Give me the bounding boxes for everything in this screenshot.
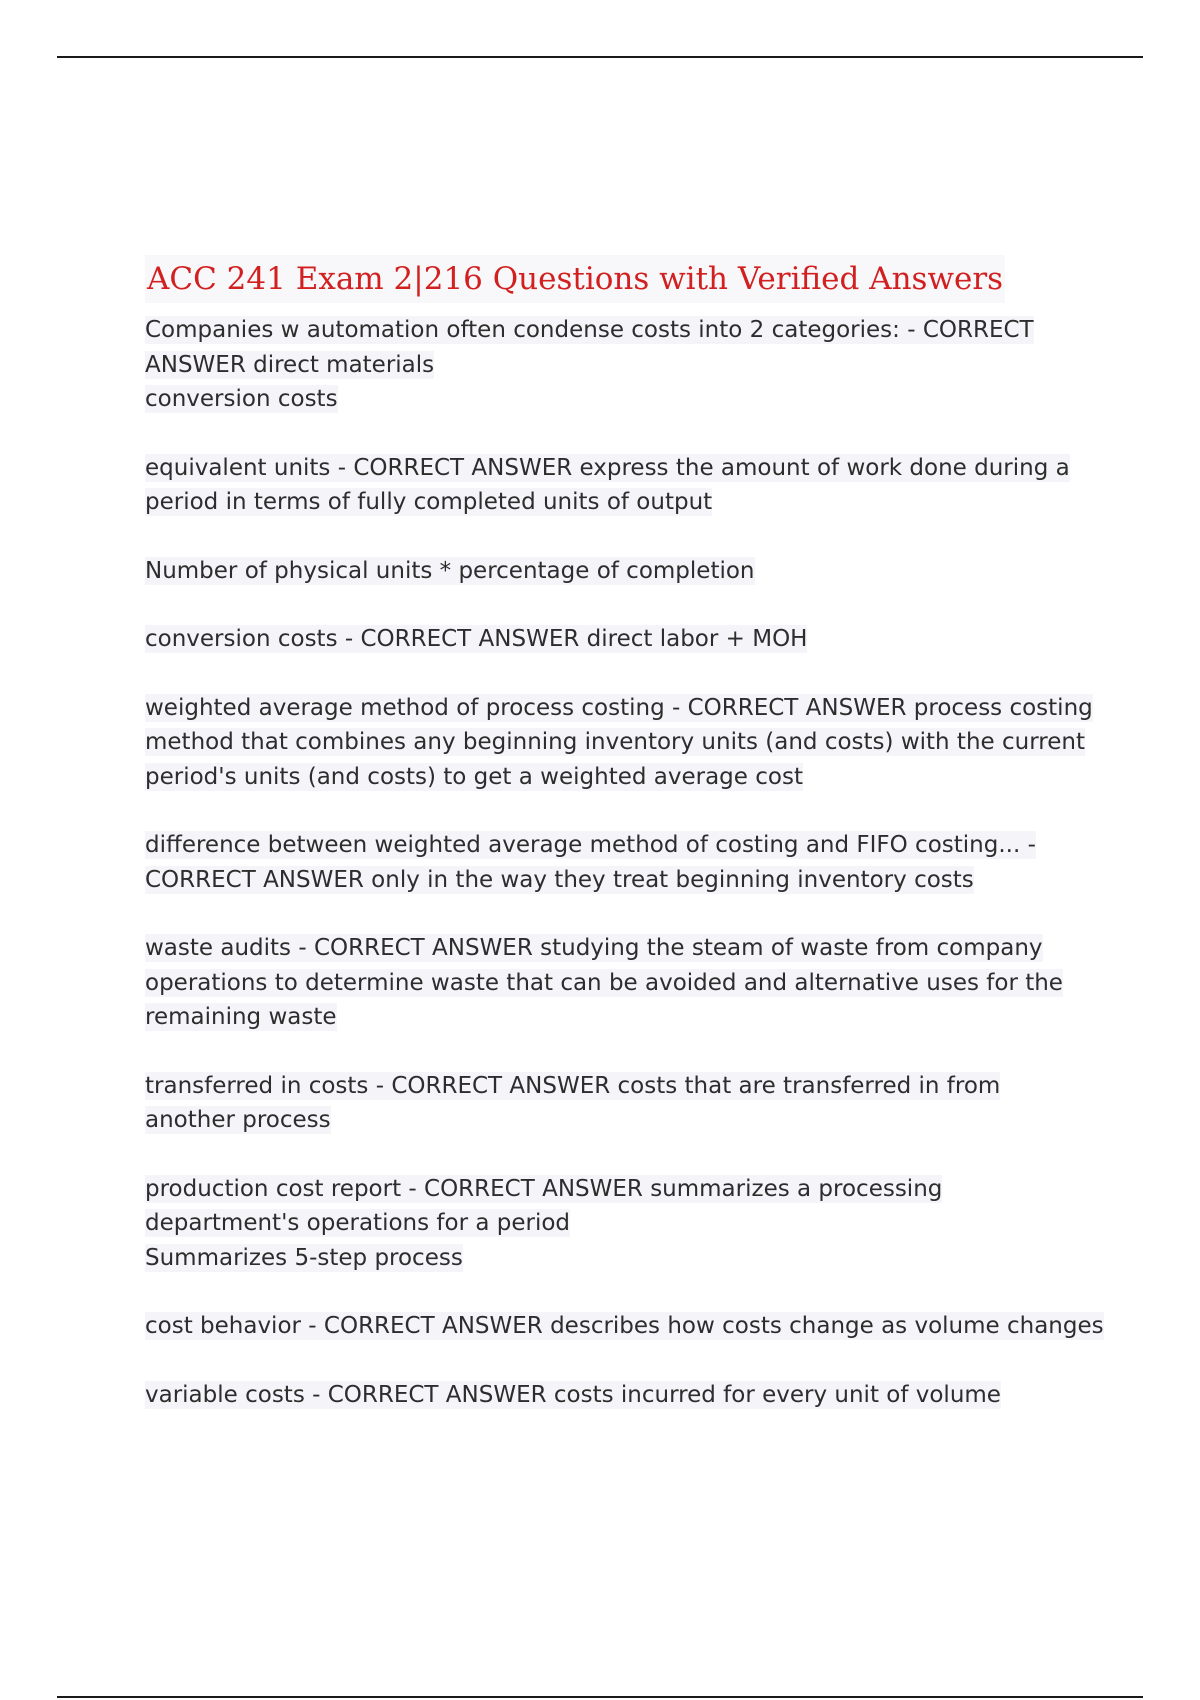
qa-line: another process bbox=[145, 1107, 331, 1133]
qa-line: operations to determine waste that can be avoided and alternative uses for the bbox=[145, 969, 1063, 996]
qa-line: period's units (and costs) to get a weighted average cost bbox=[145, 763, 803, 790]
qa-line: variable costs - CORRECT ANSWER costs incurred for every unit of volume bbox=[145, 1381, 1001, 1408]
qa-line: weighted average method of process costing - CORRECT ANSWER process costing bbox=[145, 694, 1093, 721]
qa-entry bbox=[145, 313, 1145, 417]
qa-entry bbox=[145, 554, 1145, 589]
document-title: ACC 241 Exam 2|216 Questions with Verified Answers bbox=[145, 255, 1005, 303]
qa-line: method that combines any beginning inventory units (and costs) with the current bbox=[145, 729, 1085, 755]
qa-line: Number of physical units * percentage of completion bbox=[145, 557, 755, 584]
qa-entry bbox=[145, 1069, 1145, 1138]
qa-entry bbox=[145, 1378, 1145, 1413]
qa-line: Companies w automation often condense costs into 2 categories: - CORRECT bbox=[145, 317, 1034, 343]
qa-line: period in terms of fully completed units of output bbox=[145, 489, 713, 515]
qa-entry bbox=[145, 1172, 1145, 1276]
qa-entry bbox=[145, 828, 1145, 897]
qa-line: Summarizes 5-step process bbox=[145, 1244, 463, 1271]
qa-entry bbox=[145, 622, 1145, 657]
footer-rule bbox=[57, 1696, 1143, 1698]
qa-entry bbox=[145, 1309, 1145, 1344]
qa-entry bbox=[145, 691, 1145, 795]
qa-line: remaining waste bbox=[145, 1004, 337, 1030]
qa-entry bbox=[145, 451, 1145, 520]
qa-line: ANSWER direct materials bbox=[145, 351, 435, 378]
qa-line: conversion costs bbox=[145, 386, 338, 412]
qa-line: production cost report - CORRECT ANSWER summarizes a processing bbox=[145, 1175, 943, 1202]
qa-line: waste audits - CORRECT ANSWER studying the steam of waste from company bbox=[145, 935, 1043, 961]
header-rule bbox=[57, 56, 1143, 58]
document-body bbox=[145, 255, 1145, 1446]
qa-line: difference between weighted average method of costing and FIFO costing... - bbox=[145, 832, 1036, 858]
qa-entry bbox=[145, 931, 1145, 1035]
qa-line: equivalent units - CORRECT ANSWER express the amount of work done during a bbox=[145, 454, 1070, 481]
qa-line: CORRECT ANSWER only in the way they treat beginning inventory costs bbox=[145, 866, 974, 893]
qa-line: cost behavior - CORRECT ANSWER describes how costs change as volume changes bbox=[145, 1313, 1104, 1339]
qa-line: transferred in costs - CORRECT ANSWER costs that are transferred in from bbox=[145, 1072, 1001, 1099]
qa-line: conversion costs - CORRECT ANSWER direct labor + MOH bbox=[145, 626, 808, 652]
qa-line: department's operations for a period bbox=[145, 1210, 571, 1236]
